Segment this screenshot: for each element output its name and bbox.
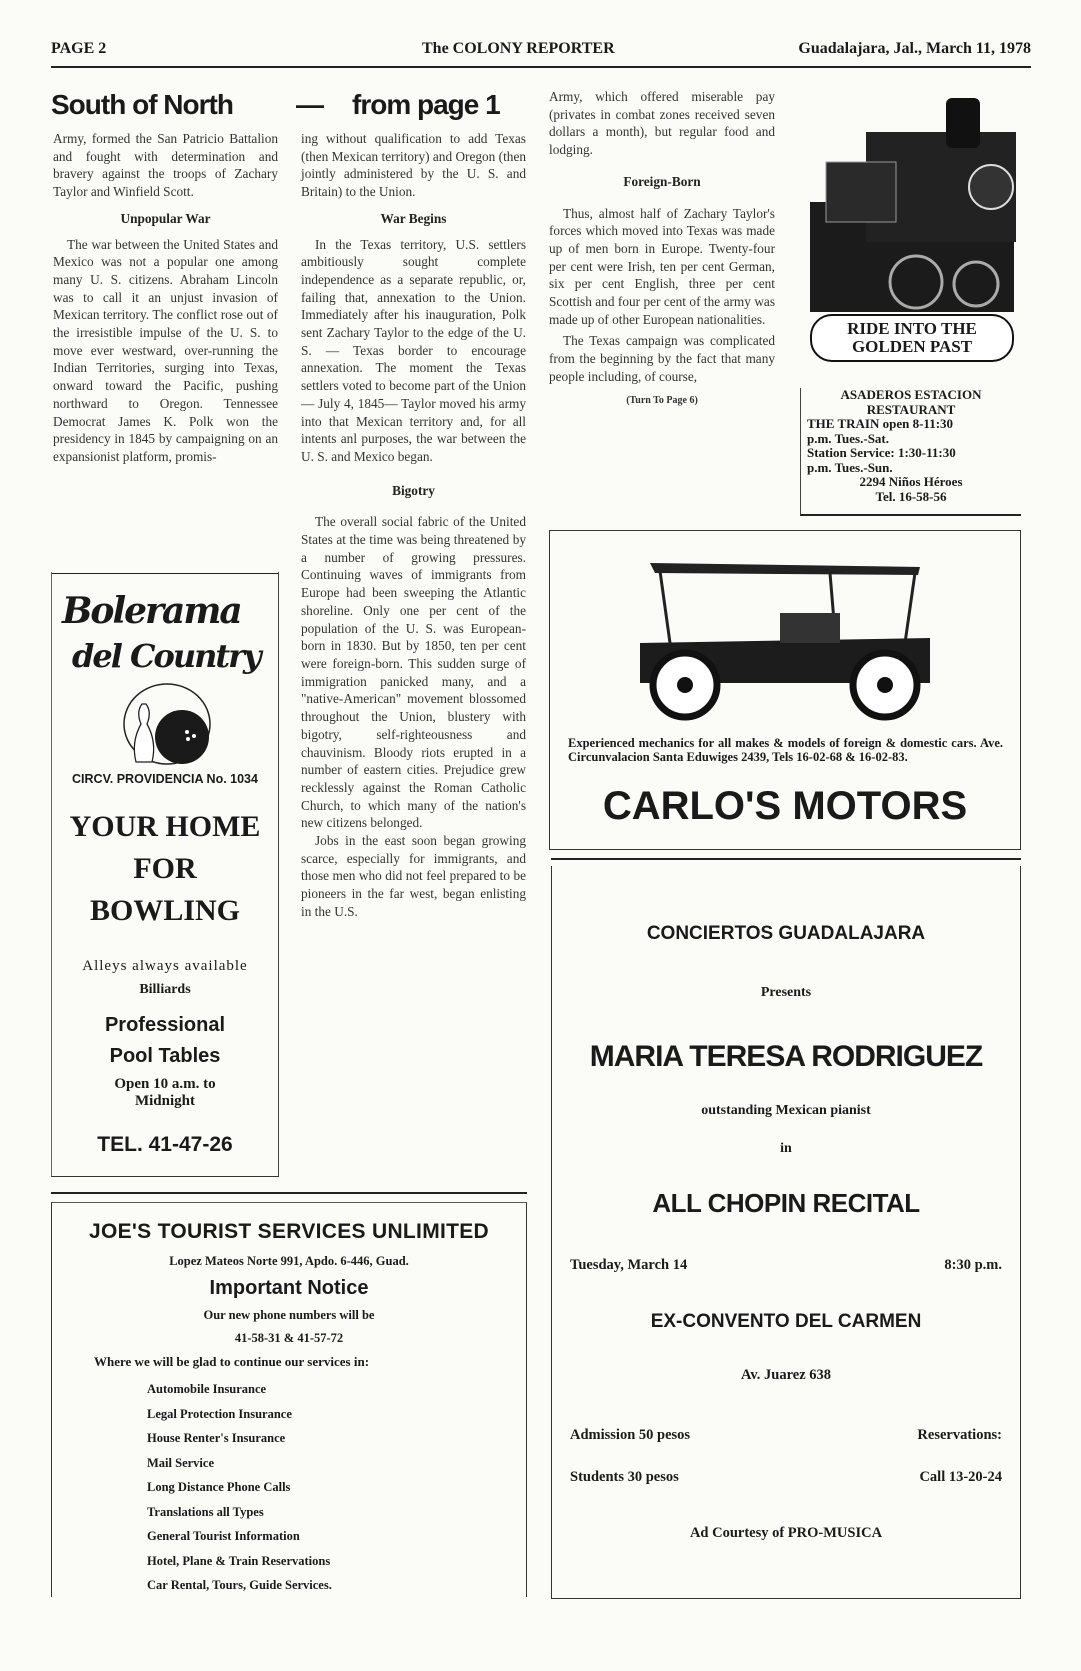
concert-date: Tuesday, March 14 [570,1257,688,1273]
restaurant-phone: Tel. 16-58-56 [875,488,947,504]
joes-tourist-ad [51,1202,527,1597]
paragraph: The Texas campaign was complicated from the beginning by the fact that many people including, of course, [549,333,775,384]
subhead: War Begins [380,210,447,226]
paragraph: Army, which offered miserable pay (privates in combat zones received seven dollars a month), but regular food and lodging. [549,89,775,158]
paragraph: The overall social fabric of the United States at the time was being threatened by a number of growing pressures. Continuing waves of immigrants from Europe had been sweeping the Atlantic shoreline. Only one per cent of the population of the U. S. was European-born in 1830. But by 1850, ten per cent were foreign-born. This sudden surge of immigration panicked many, and a "native-American" movement blossomed throughout the Union, blustery with bigotry, self-righteousness and chauvinism. Bloody riots erupted in a number of eastern cities. Prejudice grew recklessly against the Roman Catholic Church, to which many of the nation's new citizens belonged. [301,514,526,831]
venue-address: Av. Juarez 638 [740,1367,832,1383]
bowling-logo-line2: del Country [72,637,260,675]
paragraph: The war between the United States and Mexico was not a popular one among many U. S. citizens. Abraham Lincoln was to call it an unjust invasion of Mexican territory. The conflict rose out of the irresistible impulse of the U. S. to move ever westward, over-running the Indian Territories, surging into Texas, onward toward the Pacific, pushing northward to Oregon. Tennessee Democrat James K. Polk won the presidency in 1845 by campaigning on an expansionist platform, promis- [53,236,278,464]
paragraph: Army, formed the San Patricio Battalion and fought with determination and bravery against the troops of Zachary Taylor and Winfield Scott. [53,131,278,200]
service-item: Mail Service [147,1455,214,1470]
carlos-motors-ad [549,530,1021,850]
hours-station-days: p.m. Tues.-Sun. [807,459,893,475]
carlos-motors-name: CARLO'S MOTORS [602,784,968,828]
important-notice: Important Notice [209,1277,369,1299]
page-number: PAGE 2 [51,40,107,57]
paragraph: In the Texas territory, U.S. settlers ambitiously sought complete independence as a separate republic, or, failing that, annexation to the Union. Immediately after his inauguration, Polk sent Zachary Taylor to the edge of the U. S. — Texas border to encourage annexation. The moment the Texas settlers voted to become part of the Union — July 4, 1845— Taylor moved his army into that Mexican territory and, for all intents anl purposes, the war between the U. S. and Mexico began. [301,236,526,464]
train-ad-banner: RIDE INTO THE GOLDEN PAST [810,314,1014,362]
jump-line: (Turn To Page 6) [626,394,698,406]
restaurant-type: RESTAURANT [866,401,956,417]
newspaper-name: The COLONY REPORTER [422,40,615,57]
bowling-phone: TEL. 41-47-26 [97,1133,233,1156]
reservations-phone: Call 13-20-24 [919,1469,1002,1485]
reservations-label: Reservations: [917,1427,1002,1443]
venue-name: EX-CONVENTO DEL CARMEN [650,1311,922,1332]
divider [51,1192,527,1194]
bowling-pin-and-ball-icon [112,682,222,767]
bowling-slogan [52,806,278,932]
hours-station: Station Service: 1:30-11:30 [807,445,956,460]
subhead: Bigotry [392,482,435,498]
header-rule [51,66,1031,68]
service-item: Translations all Types [147,1504,264,1519]
concert-organizer: CONCIERTOS GUADALAJARA [646,923,926,944]
pool-line: Professional [104,1014,226,1036]
train-ad [806,92,1018,368]
service-item: Long Distance Phone Calls [147,1480,291,1494]
services-list [147,1377,332,1598]
phone-intro: Our new phone numbers will be [203,1308,375,1322]
article-column-1 [53,130,278,466]
joes-address: Lopez Mateos Norte 991, Apdo. 6-446, Guad. [169,1254,409,1268]
concert-time: 8:30 p.m. [944,1257,1002,1273]
hours-line: Open 10 a.m. to [114,1076,216,1092]
services-intro: Where we will be glad to continue our services in: [94,1354,370,1369]
service-item: Automobile Insurance [147,1382,267,1396]
headline-left: South of North [51,89,233,120]
restaurant-name: ASADEROS ESTACION [840,387,982,402]
slogan-line: FOR [133,852,197,885]
ad-courtesy: Ad Courtesy of PRO-MUSICA [689,1525,883,1541]
service-item: House Renter's Insurance [147,1431,286,1445]
admission-price: Admission 50 pesos [570,1427,691,1443]
hours-train-days: p.m. Tues.-Sat. [807,430,889,446]
slogan-line: YOUR HOME [69,810,261,843]
concert-ad [551,866,1021,1599]
service-item: Hotel, Plane & Train Reservations [147,1553,331,1568]
locomotive-illustration [806,92,1018,312]
bowling-ad [51,572,279,1177]
bowling-logo-line1: Bolerama [62,590,241,632]
service-item: Legal Protection Insurance [147,1406,292,1421]
headline-right: from page 1 [352,89,500,120]
slogan-line: BOWLING [89,894,241,927]
billiards-text: Billiards [139,982,191,997]
restaurant-address: 2294 Niños Héroes [859,474,963,489]
pool-line: Pool Tables [109,1045,221,1067]
asaderos-ad [800,388,1021,516]
program-title: ALL CHOPIN RECITAL [652,1188,920,1218]
dateline: Guadalajara, Jal., March 11, 1978 [798,40,1031,57]
article-column-2 [301,130,526,921]
carlos-motors-description: Experienced mechanics for all makes & models of foreign & domestic cars. Ave. Circunvalacion Santa Eduwiges 2439, Tels 16-02-68 & 16-02-83. [568,736,1003,764]
subhead: Foreign-Born [623,173,701,189]
hours-line: Midnight [134,1093,195,1109]
subhead: Unpopular War [120,210,211,226]
artist-name: MARIA TERESA RODRIGUEZ [589,1040,983,1073]
new-phone-numbers: 41-58-31 & 41-57-72 [234,1331,344,1345]
presents-text: Presents [760,985,812,1000]
article-column-3 [549,88,775,409]
joes-title: JOE'S TOURIST SERVICES UNLIMITED [88,1220,490,1243]
paragraph: ing without qualification to add Texas (then Mexican territory) and Oregon (then jointly administered by the U. S. and Britain) to the Union. [301,131,526,200]
bowling-hours [52,1076,278,1110]
paragraph: Jobs in the east soon began growing scarce, especially for immigrants, and those men who did not feel prepared to be pioneers in the far west, began enlisting in the U.S. [301,833,526,919]
vintage-car-illustration [630,553,940,723]
divider [551,858,1021,860]
alleys-text: Alleys always available [82,958,248,974]
paragraph: Thus, almost half of Zachary Taylor's forces which moved into Texas was made up of men born in Europe. Twenty-four per cent were Irish, ten per cent German, six per cent English, three per cent Scottish and four per cent of the army was made up of other European nationalities. [549,205,775,327]
headline-dash: — [296,89,323,120]
artist-description: outstanding Mexican pianist [701,1103,871,1118]
hours-train: THE TRAIN open 8-11:30 [807,416,954,431]
service-item: Car Rental, Tours, Guide Services. [147,1578,332,1592]
in-text: in [780,1141,792,1156]
bowling-address: CIRCV. PROVIDENCIA No. 1034 [72,772,258,786]
pool-tables-text [52,1010,278,1072]
service-item: General Tourist Information [147,1529,300,1543]
student-price: Students 30 pesos [570,1469,679,1485]
